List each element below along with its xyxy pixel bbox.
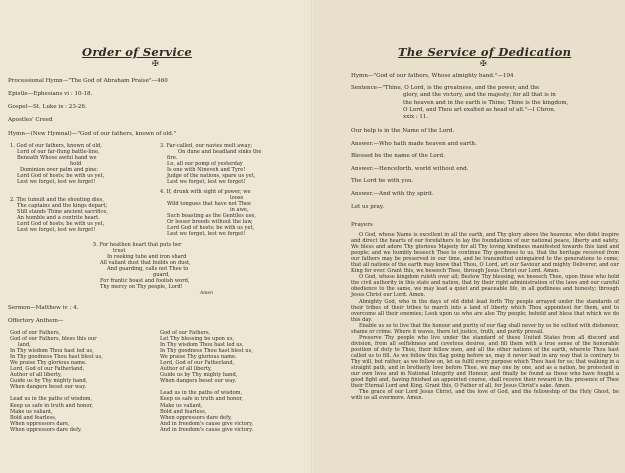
anthem-column-left: God of our Fathers, God of our Fathers, bless this our land, In Thy wisdom Thou hast led us, In Thy goodness Thou hast blest us, We praise Thy glorious name. Lord, God of our Fatherland, Author of all liberty, Guide us by Thy mighty hand, When dangers beset our way. Lead us in the paths of wisdom, Keep us safe in truth and honor, Make us valiant, Bold and fearless, When oppressors dare, When oppressors dare defy. [10, 330, 103, 433]
prayers-heading: Prayers [351, 222, 373, 228]
epistle: Epistle—Ephesians vi : 10-18. [8, 91, 93, 97]
hymn-new-hymnal: Hymn—(New Hymnal)—"God of our fathers, known of old." [8, 131, 177, 137]
hymn-verse-1: 1. God of our fathers, known of old, Lord of our far-flung battle-line, Beneath Whose awful hand we hold Dominion over palm and pine: Lord God of hosts; be with us yet, Lest we forget, lest we forget! [10, 143, 105, 186]
cross-icon: ✠ [152, 59, 159, 68]
service-of-dedication-title: The Service of Dedication [398, 45, 572, 59]
amen-label: Amen [200, 291, 214, 296]
sentence: Sentence—"Thine, O Lord, is the greatness, and the power, and the glory, and the victory, and the majesty; for all that is in the heaven and in the earth is Thine; Thine is the kingdom, O Lord, and Thou art exalted as head of all."—I Chron. xxix : 11. [351, 85, 569, 121]
sermon: Sermon—Matthew iv : 4. [8, 305, 79, 311]
hymn-verse-2: 2. The tumult and the shouting dies, The captains and the kings depart; Still stands Thine ancient sacrifice, An humble and a contrite heart. Lord God of hosts; be with us yet, Lest we forget, lest we forget! [10, 197, 108, 234]
responses: Our help is in the Name of the Lord. Answer.—Who hath made heaven and earth. Blessed be the name of the Lord. Answer.—Henceforth, world without end. The Lord be with you. Answer.—And with thy spirit. Let us pray. [351, 128, 477, 210]
apostles-creed: Apostles' Creed [8, 117, 53, 123]
hymn-verse-4: 4. If, drunk with sight of power, we loose Wild tongues that have not Thee in awe, Such boasting as the Gentiles use, Or lesser breeds without the law, Lord God of hosts; be with us yet, Lest we forget, lest we forget! [160, 189, 257, 238]
prayers-text: O God, whose Name is excellent in all the earth, and Thy glory above the heavens; who didst inspire and direct the hearts of our forefathers to lay the foundations of our national peace, liberty and safety. We bless and adore Thy glorious Majesty for all Thy loving kindness manifested towards this land and people; and we humbly beseech Thee to continue Thy goodness to us, that the heritage received from our fathers may be preserved in our time, and be transmitted unimpaired to the generations to come; that all nations of the earth may know that Thou, O Lord, art our Saviour and mighty Deliverer, and our King for ever. Grant this, we beseech Thee, through Jesus Christ our Lord. Amen. O God, whose kingdom ruleth over all; Bestow Thy blessing, we beseech Thee, upon those who hold the civil authority in this state and nation, that by their right administration of the laws and our careful obedience to the same, we may lead a quiet and peaceable life, in all godliness and honesty; through Jesus Christ our Lord. Amen. Almighty God, who in the days of old didst lead forth Thy people arrayed under the standards of their tribes of their tribes to march into a land of liberty which Thou appointest for them, and to overcome all their enemies; Look upon us who are also Thy people; behold and bless that which we do this day. Enable us so to live that the honour and purity of our flag shall never by us be sullied with dishonour, shame or crime. Where it waves, there let justice, truth, and purity prevail. Preserve Thy people who live under the standard of these United States from all discord and division, from all selfishness and covetous desires, and fill them with a true sense of the honorable position of duty to Thou, their fellow men, and all the other nations of the earth, whereto Thou hast called us to fill. As we follow this flag going before us, may it never lead in any way that is contrary to Thy will, but rather, as we follow on, let us fulfil every purpose which Thou hast for us; that walking in a straight path, and in brotherly love before Thee, we may one by one, and as a nation, be protected in our own lives and in National Integrity and Honour, and finally be found as those who have fought a good fight and, having finished an appointed course, shall receive their reward in the presence of Thee their Eternal Lord and King. Grant this, O Father of all, for Jesus Christ's sake. Amen. The grace of our Lord Jesus Christ, and the love of God, and the fellowship of the Holy Ghost, be with us all evermore. Amen. [351, 232, 619, 402]
hymn-verse-5: 5. For heathen heart that puts her trust In reeking tube and iron shard All valiant dust that builds on dust, And guarding, calls not Thee to guard, For frantic boast and foolish word, Thy mercy on Thy people, Lord! [93, 242, 191, 291]
dedication-hymn: Hymn—"God of our fathers, Whose almighty hand."—194 [351, 73, 514, 79]
processional-hymn: Processional Hymn—"The God of Abraham Praise"—460 [8, 78, 168, 84]
hymn-verse-3: 3. Far-called, our navies melt away; On dune and headland sinks the fire. Lo, all our pomp of yesterday Is one with Nineveh and Tyre! Judge of the nations, spare us yet, Lest we forget, lest we forget! [160, 143, 262, 186]
anthem-column-right: God of our Fathers, Let Thy blessing be upon us, In Thy wisdom Thou hast led us, In Thy goodness Thou hast blest us, We praise Thy glorious name. Lord, God of our Fatherland, Author of all liberty, Guide us by Thy mighty hand, When dangers beset our way. Lead us in the paths of wisdom, Keep us safe in truth and honor, Make us valiant, Bold and fearless, When oppressors dare defy, And in freedom's cause give victory, And in freedom's cause give victory. [160, 330, 254, 433]
gospel: Gospel—St. Luke ix : 23-26. [8, 104, 87, 110]
order-of-service-title: Order of Service [82, 45, 192, 59]
offertory-anthem: Offertory Anthem— [8, 318, 64, 324]
right-page [313, 0, 625, 473]
cross-icon: ✠ [480, 59, 487, 68]
